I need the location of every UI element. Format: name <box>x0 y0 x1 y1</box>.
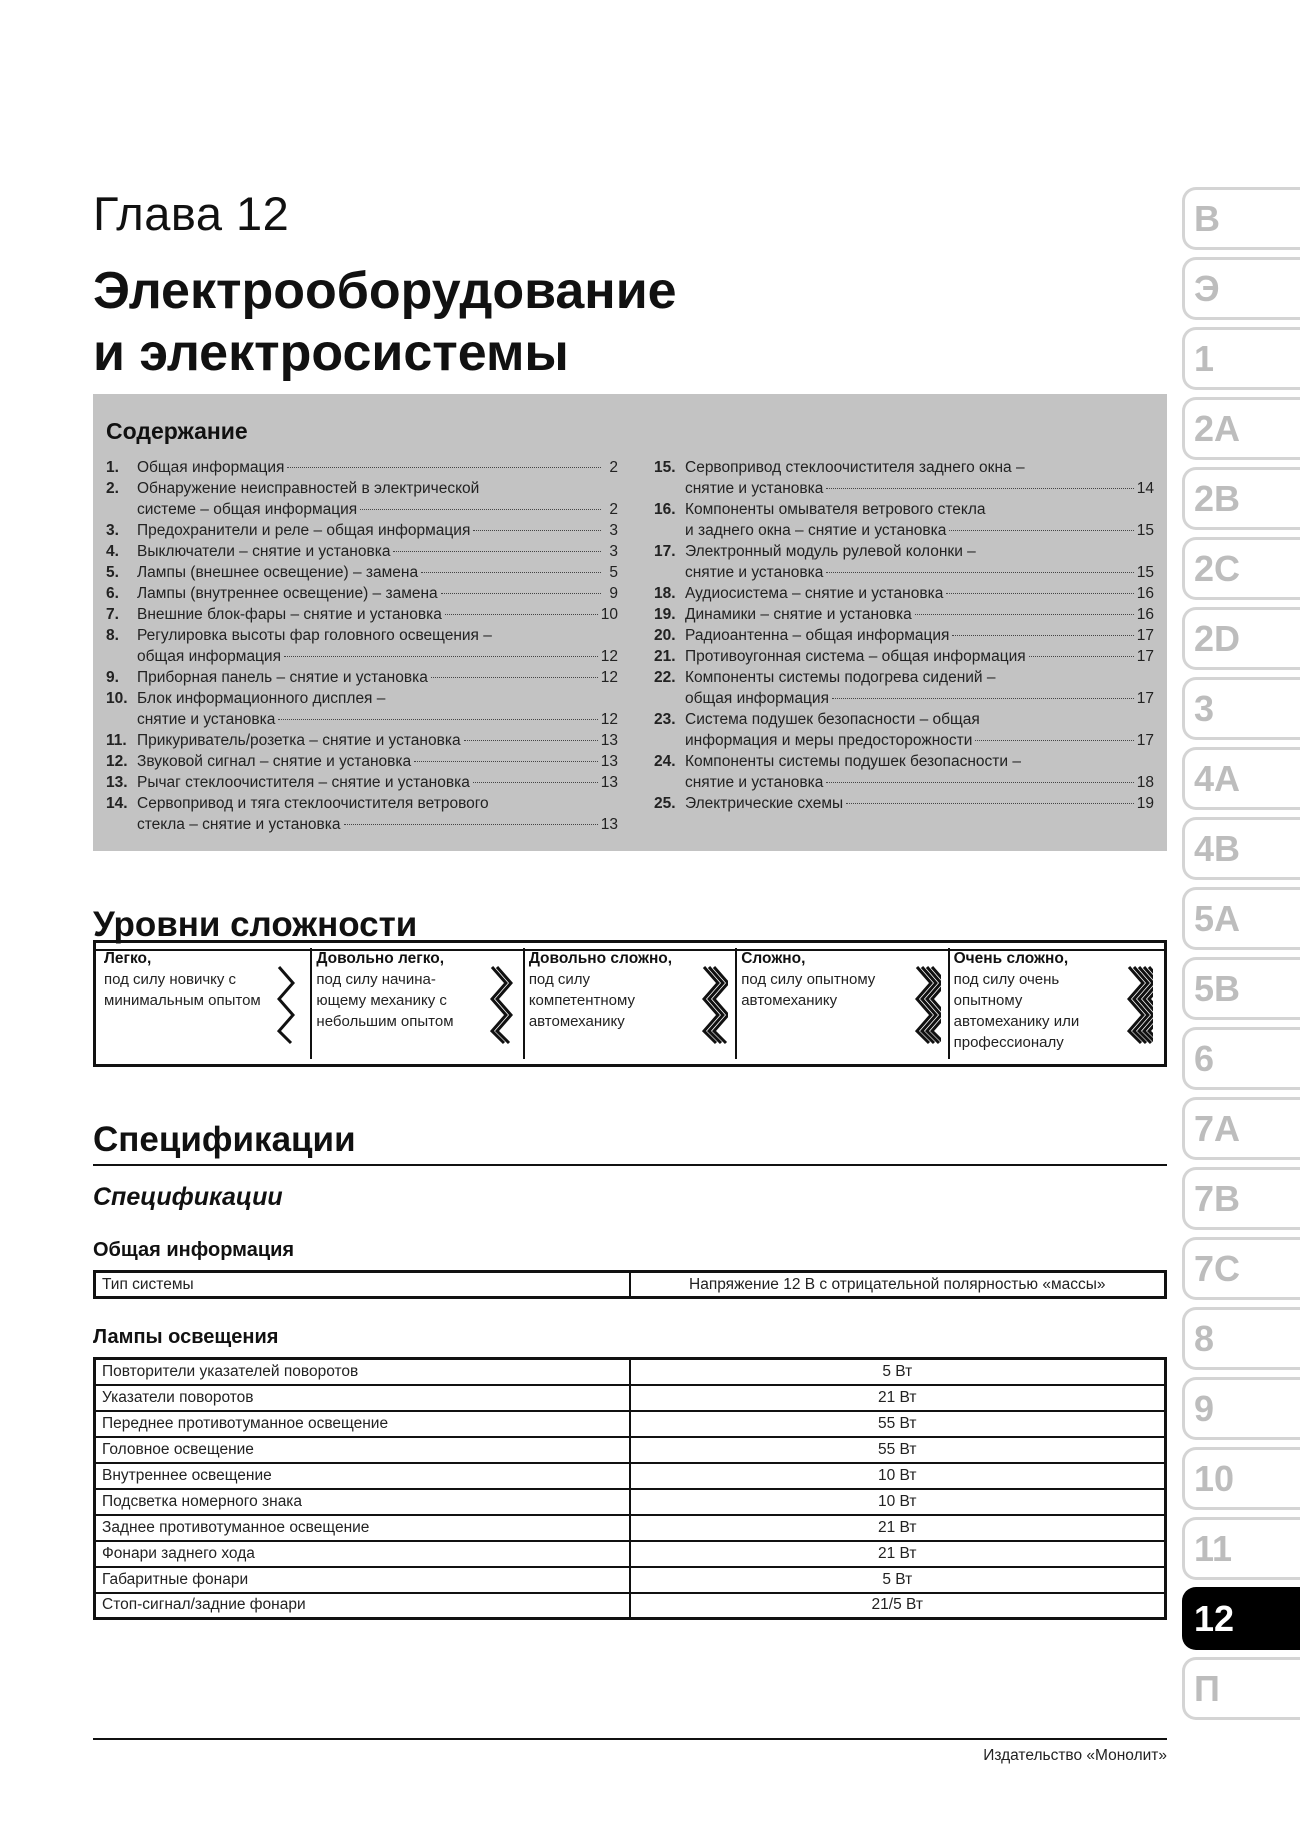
specs-heading: Спецификации <box>93 1120 356 1159</box>
toc-leader-dots <box>344 824 598 825</box>
toc-leader-dots <box>826 782 1133 783</box>
toc-item-body <box>137 730 618 751</box>
toc-item-number: 4. <box>106 543 119 560</box>
toc-item-line <box>137 562 618 583</box>
toc-item-number: 7. <box>106 606 119 623</box>
toc-item-number: 24. <box>654 753 676 770</box>
toc-leader-dots <box>915 614 1134 615</box>
toc-item-line <box>137 646 618 667</box>
toc-item-number: 10. <box>106 690 128 707</box>
toc-item[interactable] <box>106 583 618 604</box>
spec-label-cell: Указатели поворотов <box>95 1385 630 1411</box>
toc-item-number: 20. <box>654 627 676 644</box>
toc-item-text: Звуковой сигнал – снятие и установка <box>137 753 412 770</box>
lamps-heading: Лампы освещения <box>93 1326 279 1348</box>
toc-heading: Содержание <box>106 418 248 444</box>
toc-item-body <box>137 793 618 835</box>
spec-label-cell: Заднее противотуманное освещение <box>95 1515 630 1541</box>
toc-item-page: 13 <box>600 816 618 833</box>
table-row <box>95 1541 1166 1567</box>
toc-leader-dots <box>1029 656 1134 657</box>
difficulty-level-text <box>316 948 482 1059</box>
chapter-tab-2c[interactable]: 2C <box>1182 537 1300 600</box>
toc-item-number: 8. <box>106 627 119 644</box>
difficulty-level <box>737 948 949 1059</box>
difficulty-level-name: Сложно, <box>741 950 806 967</box>
table-row <box>95 1593 1166 1619</box>
chapter-tab-7b[interactable]: 7B <box>1182 1167 1300 1230</box>
toc-item-body <box>685 604 1154 625</box>
toc-item-number: 15. <box>654 459 676 476</box>
toc-item-line <box>137 793 618 814</box>
toc-item-line <box>137 751 618 772</box>
difficulty-level-text <box>954 948 1120 1059</box>
chapter-title <box>93 260 677 384</box>
toc-item-text: и заднего окна – снятие и установка <box>685 522 947 539</box>
toc-leader-dots <box>832 698 1134 699</box>
toc-item-body <box>137 772 618 793</box>
toc-leader-dots <box>445 614 598 615</box>
toc-item-page: 3 <box>609 543 618 560</box>
wrench-level-3-icon <box>695 948 731 1059</box>
toc-item-number: 5. <box>106 564 119 581</box>
toc-item-line <box>137 667 618 688</box>
toc-leader-dots <box>278 719 597 720</box>
spec-value-cell: 21 Вт <box>630 1385 1166 1411</box>
toc-leader-dots <box>464 740 598 741</box>
table-row <box>95 1463 1166 1489</box>
toc-item-body <box>137 457 618 478</box>
toc-item-number: 6. <box>106 585 119 602</box>
toc-item-line <box>137 499 618 520</box>
chapter-tab-2b[interactable]: 2B <box>1182 467 1300 530</box>
lamps-table <box>93 1357 1167 1620</box>
difficulty-level-description: под силу компетентному автомеханику <box>528 971 635 1030</box>
toc-item-line <box>137 520 618 541</box>
difficulty-level-description: под силу начина-ющему механику с небольшим опытом <box>316 971 454 1030</box>
toc-item-page: 17 <box>1136 648 1154 665</box>
toc-item-page: 17 <box>1136 732 1154 749</box>
toc-item-body <box>685 499 1154 541</box>
toc-item-text: Компоненты омывателя ветрового стекла <box>685 501 986 518</box>
toc-item-line <box>685 709 1154 730</box>
spec-label-cell: Тип системы <box>95 1272 630 1298</box>
spec-label-cell: Внутреннее освещение <box>95 1463 630 1489</box>
toc-item-page: 9 <box>609 585 618 602</box>
toc-item-text: Аудиосистема – снятие и установка <box>685 585 944 602</box>
toc-item-page: 2 <box>609 459 618 476</box>
toc-leader-dots <box>360 509 601 510</box>
toc-leader-dots <box>284 656 598 657</box>
table-row <box>95 1437 1166 1463</box>
spec-value-cell: Напряжение 12 В с отрицательной полярностью «массы» <box>630 1272 1166 1298</box>
general-info-table <box>93 1270 1167 1299</box>
toc-item-line <box>137 625 618 646</box>
toc-item-number: 22. <box>654 669 676 686</box>
difficulty-level-name: Довольно сложно, <box>528 950 673 967</box>
toc-item[interactable] <box>654 709 1154 751</box>
toc-leader-dots <box>473 530 601 531</box>
table-of-contents <box>93 394 1167 851</box>
chapter-tab-э[interactable]: Э <box>1182 257 1300 320</box>
toc-item-number: 9. <box>106 669 119 686</box>
toc-item-line <box>685 604 1154 625</box>
table-row <box>95 1272 1166 1298</box>
toc-item-text: общая информация <box>685 690 829 707</box>
toc-leader-dots <box>826 488 1133 489</box>
toc-item-line <box>685 688 1154 709</box>
levels-heading: Уровни сложности <box>93 905 418 944</box>
spec-value-cell: 5 Вт <box>630 1567 1166 1593</box>
toc-item-page: 12 <box>600 711 618 728</box>
toc-item-line <box>137 478 618 499</box>
toc-item-line <box>137 772 618 793</box>
toc-item[interactable] <box>106 457 618 478</box>
chapter-tab-4b[interactable]: 4B <box>1182 817 1300 880</box>
spec-value-cell: 10 Вт <box>630 1463 1166 1489</box>
toc-item-page: 13 <box>600 753 618 770</box>
toc-item-text: Компоненты системы подушек безопасности – <box>685 753 1021 770</box>
toc-item-number: 17. <box>654 543 676 560</box>
toc-item-text: Динамики – снятие и установка <box>685 606 912 623</box>
toc-item-text: Выключатели – снятие и установка <box>137 543 391 560</box>
toc-leader-dots <box>946 593 1133 594</box>
toc-leader-dots <box>826 572 1133 573</box>
spec-label-cell: Переднее противотуманное освещение <box>95 1411 630 1437</box>
spec-label-cell: Подсветка номерного знака <box>95 1489 630 1515</box>
spec-label-cell: Габаритные фонари <box>95 1567 630 1593</box>
toc-item[interactable] <box>106 772 618 793</box>
toc-item-body <box>137 583 618 604</box>
toc-item-text: Рычаг стеклоочистителя – снятие и установка <box>137 774 470 791</box>
table-row <box>95 1359 1166 1385</box>
specs-subheading: Спецификации <box>93 1183 283 1211</box>
toc-leader-dots <box>949 530 1133 531</box>
chapter-tab-7a[interactable]: 7A <box>1182 1097 1300 1160</box>
wrench-level-2-icon <box>483 948 519 1059</box>
toc-item-body <box>685 709 1154 751</box>
toc-item-text: Компоненты системы подогрева сидений – <box>685 669 996 686</box>
toc-item-text: Прикуриватель/розетка – снятие и установка <box>137 732 461 749</box>
chapter-tab-в[interactable]: В <box>1182 187 1300 250</box>
toc-leader-dots <box>421 572 601 573</box>
toc-item-line <box>685 772 1154 793</box>
toc-item-text: Сервопривод стеклоочистителя заднего окна – <box>685 459 1025 476</box>
toc-item-page: 17 <box>1136 627 1154 644</box>
toc-item[interactable] <box>106 751 618 772</box>
difficulty-level-description: под силу опытному автомеханику <box>741 971 876 1009</box>
toc-item[interactable] <box>654 751 1154 793</box>
wrench-level-1-icon <box>270 948 306 1059</box>
chapter-tab-2a[interactable]: 2A <box>1182 397 1300 460</box>
toc-item-text: снятие и установка <box>137 711 276 728</box>
toc-item-page: 2 <box>609 501 618 518</box>
toc-item[interactable] <box>106 625 618 667</box>
toc-item[interactable] <box>654 583 1154 604</box>
table-row <box>95 1489 1166 1515</box>
toc-item-body <box>137 562 618 583</box>
toc-item-line <box>685 583 1154 604</box>
difficulty-level-description: под силу новичку с минимальным опытом <box>104 971 261 1009</box>
toc-item-text: стекла – снятие и установка <box>137 816 341 833</box>
wrench-mark <box>279 967 293 1043</box>
table-row <box>95 1515 1166 1541</box>
toc-item-body <box>137 520 618 541</box>
toc-item[interactable] <box>654 604 1154 625</box>
publisher-credit: Издательство «Монолит» <box>983 1747 1167 1764</box>
toc-item-line <box>137 709 618 730</box>
wrench-level-4-icon <box>908 948 944 1059</box>
chapter-tab-1[interactable]: 1 <box>1182 327 1300 390</box>
toc-leader-dots <box>393 551 601 552</box>
toc-item-text: общая информация <box>137 648 281 665</box>
toc-column-right <box>654 457 1154 835</box>
toc-item-page: 13 <box>600 732 618 749</box>
spec-value-cell: 21 Вт <box>630 1515 1166 1541</box>
toc-item-line <box>137 541 618 562</box>
toc-item-number: 23. <box>654 711 676 728</box>
toc-item-text: Система подушек безопасности – общая <box>685 711 980 728</box>
toc-leader-dots <box>287 467 601 468</box>
toc-item-text: Предохранители и реле – общая информация <box>137 522 471 539</box>
spec-value-cell: 55 Вт <box>630 1411 1166 1437</box>
toc-item[interactable] <box>106 688 618 730</box>
chapter-tab-7c[interactable]: 7C <box>1182 1237 1300 1300</box>
toc-item-body <box>137 541 618 562</box>
spec-label-cell: Головное освещение <box>95 1437 630 1463</box>
table-row <box>95 1411 1166 1437</box>
table-row <box>95 1385 1166 1411</box>
toc-item-page: 14 <box>1136 480 1154 497</box>
chapter-tabs <box>1182 187 1300 1727</box>
toc-item-number: 18. <box>654 585 676 602</box>
toc-item-line <box>137 457 618 478</box>
specs-heading-rule <box>93 1164 1167 1166</box>
chapter-tab-6[interactable]: 6 <box>1182 1027 1300 1090</box>
toc-leader-dots <box>975 740 1133 741</box>
toc-leader-dots <box>846 803 1134 804</box>
toc-item-text: Лампы (внутреннее освещение) – замена <box>137 585 438 602</box>
toc-item-body <box>685 667 1154 709</box>
difficulty-level <box>525 948 737 1059</box>
toc-item-body <box>685 646 1154 667</box>
chapter-title-line-2: и электросистемы <box>93 324 569 382</box>
toc-item-page: 5 <box>609 564 618 581</box>
toc-item-number: 13. <box>106 774 128 791</box>
toc-item[interactable] <box>654 667 1154 709</box>
chapter-title-line-1: Электрооборудование <box>93 262 677 320</box>
toc-item-body <box>137 751 618 772</box>
toc-item-text: Радиоантенна – общая информация <box>685 627 950 644</box>
toc-item-number: 1. <box>106 459 119 476</box>
toc-leader-dots <box>431 677 598 678</box>
difficulty-level-text <box>104 948 270 1059</box>
toc-item-number: 2. <box>106 480 119 497</box>
toc-item-line <box>685 457 1154 478</box>
toc-item-line <box>137 688 618 709</box>
difficulty-level <box>312 948 524 1059</box>
toc-item-page: 18 <box>1136 774 1154 791</box>
toc-item[interactable] <box>106 478 618 520</box>
toc-item-body <box>685 793 1154 814</box>
chapter-tab-3[interactable]: 3 <box>1182 677 1300 740</box>
toc-item-text: Сервопривод и тяга стеклоочистителя ветрового <box>137 795 489 812</box>
toc-item[interactable] <box>106 541 618 562</box>
toc-item-text: Блок информационного дисплея – <box>137 690 386 707</box>
spec-value-cell: 5 Вт <box>630 1359 1166 1385</box>
toc-item-line <box>685 646 1154 667</box>
toc-item-number: 16. <box>654 501 676 518</box>
toc-item-number: 25. <box>654 795 676 812</box>
toc-item[interactable] <box>654 541 1154 583</box>
toc-item-page: 13 <box>600 774 618 791</box>
toc-item-page: 3 <box>609 522 618 539</box>
toc-item-text: системе – общая информация <box>137 501 358 518</box>
toc-item-text: Внешние блок-фары – снятие и установка <box>137 606 442 623</box>
toc-item-line <box>685 478 1154 499</box>
difficulty-level-description: под силу очень опытному автомеханику или профессионалу <box>953 971 1080 1051</box>
spec-value-cell: 21/5 Вт <box>630 1593 1166 1619</box>
chapter-tab-9[interactable]: 9 <box>1182 1377 1300 1440</box>
toc-item[interactable] <box>106 562 618 583</box>
general-info-heading: Общая информация <box>93 1239 295 1261</box>
difficulty-level-name: Очень сложно, <box>953 950 1069 967</box>
difficulty-levels-box <box>93 940 1167 1067</box>
toc-item-number: 12. <box>106 753 128 770</box>
toc-item-line <box>685 562 1154 583</box>
difficulty-level-name: Довольно легко, <box>316 950 445 967</box>
toc-item-page: 17 <box>1136 690 1154 707</box>
toc-item-page: 16 <box>1136 585 1154 602</box>
toc-item[interactable] <box>654 625 1154 646</box>
spec-value-cell: 21 Вт <box>630 1541 1166 1567</box>
toc-item-line <box>685 625 1154 646</box>
toc-item-page: 10 <box>600 606 618 623</box>
toc-item-line <box>685 520 1154 541</box>
toc-item-line <box>137 730 618 751</box>
toc-item[interactable] <box>106 604 618 625</box>
toc-item[interactable] <box>654 457 1154 499</box>
chapter-tab-5b[interactable]: 5B <box>1182 957 1300 1020</box>
toc-item[interactable] <box>106 667 618 688</box>
toc-item-body <box>137 667 618 688</box>
toc-item-line <box>685 541 1154 562</box>
chapter-tab-4a[interactable]: 4A <box>1182 747 1300 810</box>
toc-leader-dots <box>441 593 601 594</box>
chapter-number: Глава 12 <box>93 187 290 240</box>
toc-item-page: 12 <box>600 648 618 665</box>
toc-item[interactable] <box>654 793 1154 814</box>
toc-item-body <box>685 583 1154 604</box>
toc-item-line <box>685 730 1154 751</box>
toc-item[interactable] <box>106 520 618 541</box>
chapter-tab-п[interactable]: П <box>1182 1657 1300 1720</box>
difficulty-level <box>100 948 312 1059</box>
toc-item-line <box>685 499 1154 520</box>
toc-item-body <box>137 604 618 625</box>
toc-item-body <box>137 478 618 520</box>
spec-value-cell: 55 Вт <box>630 1437 1166 1463</box>
chapter-tab-11[interactable]: 11 <box>1182 1517 1300 1580</box>
chapter-tab-12[interactable]: 12 <box>1182 1587 1300 1650</box>
toc-item[interactable] <box>654 646 1154 667</box>
difficulty-level-text <box>741 948 907 1059</box>
toc-item-line <box>137 604 618 625</box>
footer-rule <box>93 1738 1167 1740</box>
toc-item[interactable] <box>106 793 618 835</box>
chapter-tab-5a[interactable]: 5A <box>1182 887 1300 950</box>
toc-column-left <box>106 457 618 835</box>
toc-item-text: Обнаружение неисправностей в электрической <box>137 480 480 497</box>
toc-item-page: 16 <box>1136 606 1154 623</box>
toc-item-line <box>685 667 1154 688</box>
toc-item[interactable] <box>654 499 1154 541</box>
toc-item-line <box>137 583 618 604</box>
difficulty-level-text <box>529 948 695 1059</box>
toc-item-body <box>685 457 1154 499</box>
toc-item-text: снятие и установка <box>685 564 824 581</box>
spec-value-cell: 10 Вт <box>630 1489 1166 1515</box>
toc-leader-dots <box>414 761 598 762</box>
toc-item-number: 3. <box>106 522 119 539</box>
difficulty-level <box>950 948 1160 1059</box>
toc-item-page: 19 <box>1136 795 1154 812</box>
toc-item-text: Регулировка высоты фар головного освещения – <box>137 627 492 644</box>
chapter-tab-8[interactable]: 8 <box>1182 1307 1300 1370</box>
toc-item-number: 14. <box>106 795 128 812</box>
toc-item-text: Лампы (внешнее освещение) – замена <box>137 564 419 581</box>
table-row <box>95 1567 1166 1593</box>
toc-item-page: 15 <box>1136 564 1154 581</box>
toc-item-body <box>685 751 1154 793</box>
toc-item-page: 12 <box>600 669 618 686</box>
toc-item-body <box>685 625 1154 646</box>
toc-item-line <box>685 793 1154 814</box>
toc-item-body <box>137 625 618 667</box>
toc-item-number: 19. <box>654 606 676 623</box>
toc-leader-dots <box>473 782 598 783</box>
toc-item-line <box>685 751 1154 772</box>
spec-label-cell: Повторители указателей поворотов <box>95 1359 630 1385</box>
chapter-tab-10[interactable]: 10 <box>1182 1447 1300 1510</box>
toc-item-text: снятие и установка <box>685 480 824 497</box>
toc-item-text: снятие и установка <box>685 774 824 791</box>
toc-item-text: Общая информация <box>137 459 285 476</box>
toc-item-body <box>137 688 618 730</box>
toc-leader-dots <box>952 635 1133 636</box>
toc-item-text: Электронный модуль рулевой колонки – <box>685 543 976 560</box>
toc-item-body <box>685 541 1154 583</box>
toc-item-number: 11. <box>106 732 127 749</box>
toc-item-page: 15 <box>1136 522 1154 539</box>
difficulty-level-name: Легко, <box>104 950 152 967</box>
toc-item-text: Электрические схемы <box>685 795 844 812</box>
toc-item-text: Приборная панель – снятие и установка <box>137 669 428 686</box>
chapter-tab-2d[interactable]: 2D <box>1182 607 1300 670</box>
toc-item[interactable] <box>106 730 618 751</box>
toc-item-number: 21. <box>654 648 676 665</box>
wrench-level-5-icon <box>1120 948 1156 1059</box>
toc-item-text: информация и меры предосторожности <box>685 732 973 749</box>
toc-item-line <box>137 814 618 835</box>
spec-label-cell: Фонари заднего хода <box>95 1541 630 1567</box>
toc-item-text: Противоугонная система – общая информация <box>685 648 1026 665</box>
spec-label-cell: Стоп-сигнал/задние фонари <box>95 1593 630 1619</box>
